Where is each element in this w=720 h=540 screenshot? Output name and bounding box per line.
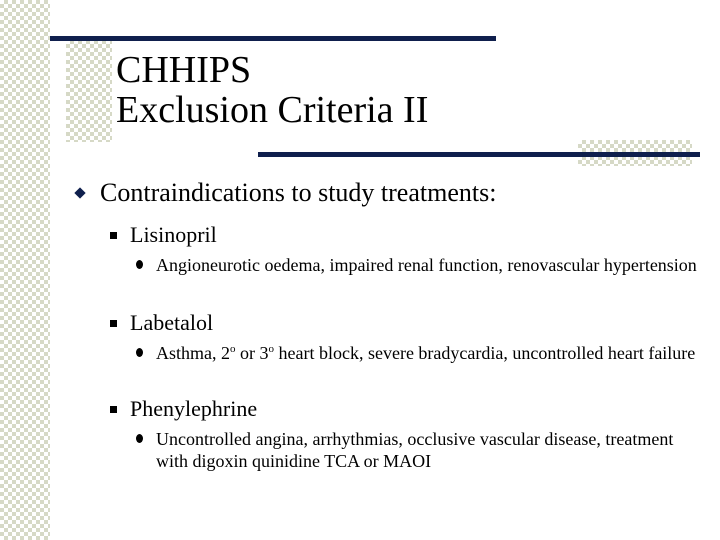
detail-part-a: Asthma, 2 (156, 343, 230, 363)
detail-part-c: heart block, severe bradycardia, uncontrolled heart failure (274, 343, 696, 363)
round-bullet-icon (136, 434, 143, 443)
drug-detail-text: Angioneurotic oedema, impaired renal function, renovascular hypertension (156, 255, 697, 275)
superscript-o: o (268, 343, 274, 355)
title-line-1: CHHIPS (116, 49, 252, 91)
round-bullet-icon (136, 348, 143, 357)
drug-detail-text: Uncontrolled angina, arrhythmias, occlusive vascular disease, treatment with digoxin quinidine TCA or MAOI (156, 429, 674, 471)
diamond-bullet-icon (74, 187, 85, 198)
detail-part-b: or 3 (235, 343, 269, 363)
drug-detail-text (156, 342, 706, 364)
superscript-o: o (230, 343, 236, 355)
drug-name: Labetalol (130, 310, 214, 335)
main-bullet-text: Contraindications to study treatments: (100, 178, 497, 207)
square-bullet-icon (110, 232, 117, 239)
square-bullet-icon (110, 406, 117, 413)
drug-name: Phenylephrine (130, 396, 258, 421)
drug-name: Lisinopril (130, 222, 217, 247)
title-line-2: Exclusion Criteria II (116, 89, 429, 131)
round-bullet-icon (136, 260, 143, 269)
square-bullet-icon (110, 320, 117, 327)
